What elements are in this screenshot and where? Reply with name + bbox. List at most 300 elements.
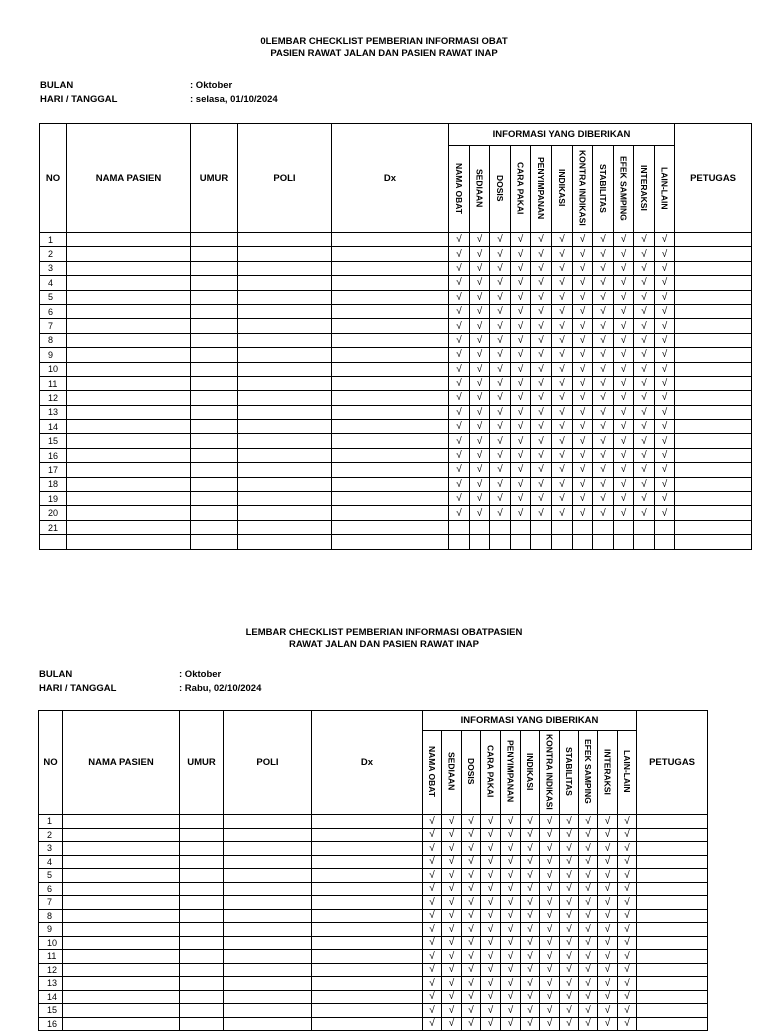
petugas-cell — [637, 869, 708, 883]
check-cell: √ — [423, 990, 442, 1004]
check-cell: √ — [598, 896, 618, 910]
check-cell: √ — [552, 477, 573, 491]
check-cell: √ — [655, 463, 675, 477]
row-number: 10 — [40, 362, 67, 376]
check-cell: √ — [634, 434, 655, 448]
table-row — [40, 520, 752, 534]
check-cell: √ — [501, 842, 521, 856]
check-cell: √ — [655, 247, 675, 261]
info-column-label: DOSIS — [495, 174, 505, 202]
check-cell: √ — [614, 319, 634, 333]
check-cell: √ — [540, 815, 560, 829]
poli-cell — [224, 815, 312, 829]
dx-cell — [332, 233, 449, 247]
check-cell: √ — [470, 420, 490, 434]
petugas-cell — [675, 276, 752, 290]
check-cell: √ — [511, 276, 531, 290]
check-cell: √ — [531, 290, 552, 304]
check-cell: √ — [540, 923, 560, 937]
nama-cell — [63, 950, 180, 964]
petugas-cell — [675, 535, 752, 549]
check-cell: √ — [511, 463, 531, 477]
dx-cell — [332, 376, 449, 390]
header-dx: Dx — [312, 711, 423, 815]
check-cell — [634, 520, 655, 534]
check-cell: √ — [593, 304, 614, 318]
table-row — [39, 936, 708, 950]
dx-cell — [332, 535, 449, 549]
check-cell: √ — [462, 896, 481, 910]
check-cell: √ — [501, 923, 521, 937]
check-cell: √ — [521, 936, 540, 950]
check-cell: √ — [481, 828, 501, 842]
petugas-cell — [675, 506, 752, 520]
check-cell: √ — [423, 815, 442, 829]
row-number: 5 — [40, 290, 67, 304]
row-number: 15 — [39, 1004, 63, 1018]
check-cell: √ — [593, 261, 614, 275]
petugas-cell — [675, 261, 752, 275]
info-column-label: SEDIAAN — [474, 168, 485, 208]
check-cell: √ — [655, 233, 675, 247]
check-cell: √ — [481, 1004, 501, 1018]
poli-cell — [238, 420, 332, 434]
check-cell — [593, 520, 614, 534]
row-number: 18 — [40, 477, 67, 491]
dx-cell — [312, 923, 423, 937]
check-cell: √ — [540, 963, 560, 977]
check-cell: √ — [511, 405, 531, 419]
check-cell: √ — [531, 362, 552, 376]
check-cell: √ — [511, 376, 531, 390]
check-cell: √ — [462, 828, 481, 842]
check-cell: √ — [573, 391, 593, 405]
row-number: 5 — [39, 869, 63, 883]
petugas-cell — [637, 936, 708, 950]
check-cell: √ — [573, 492, 593, 506]
check-cell: √ — [490, 492, 511, 506]
nama-cell — [67, 520, 191, 534]
check-cell: √ — [442, 923, 462, 937]
check-cell: √ — [531, 261, 552, 275]
check-cell: √ — [462, 963, 481, 977]
check-cell: √ — [531, 333, 552, 347]
header-petugas: PETUGAS — [637, 711, 708, 815]
check-cell: √ — [511, 506, 531, 520]
check-cell: √ — [531, 376, 552, 390]
check-cell: √ — [449, 477, 470, 491]
umur-cell — [180, 842, 224, 856]
check-cell: √ — [618, 1017, 637, 1031]
header-info-column — [490, 146, 511, 233]
check-cell: √ — [501, 855, 521, 869]
check-cell: √ — [442, 990, 462, 1004]
petugas-cell — [675, 477, 752, 491]
check-cell: √ — [598, 842, 618, 856]
row-number: 7 — [39, 896, 63, 910]
check-cell: √ — [531, 405, 552, 419]
umur-cell — [180, 896, 224, 910]
check-cell: √ — [470, 405, 490, 419]
meta-block — [39, 668, 439, 698]
petugas-cell — [637, 963, 708, 977]
check-cell: √ — [573, 333, 593, 347]
petugas-cell — [637, 950, 708, 964]
dx-cell — [312, 842, 423, 856]
check-cell: √ — [501, 963, 521, 977]
check-cell: √ — [593, 463, 614, 477]
dx-cell — [332, 405, 449, 419]
check-cell: √ — [614, 405, 634, 419]
check-cell: √ — [579, 882, 598, 896]
row-number: 21 — [40, 520, 67, 534]
info-column-label: DOSIS — [466, 758, 476, 785]
petugas-cell — [675, 448, 752, 462]
nama-cell — [67, 376, 191, 390]
check-cell: √ — [614, 348, 634, 362]
check-cell: √ — [593, 290, 614, 304]
header-petugas: PETUGAS — [675, 124, 752, 233]
check-cell: √ — [442, 963, 462, 977]
header-info-column — [560, 731, 579, 815]
check-cell: √ — [521, 923, 540, 937]
check-cell: √ — [501, 896, 521, 910]
header-info-column — [470, 146, 490, 233]
petugas-cell — [637, 909, 708, 923]
poli-cell — [224, 842, 312, 856]
check-cell: √ — [655, 290, 675, 304]
header-info-column — [511, 146, 531, 233]
check-cell: √ — [634, 333, 655, 347]
check-cell: √ — [598, 1017, 618, 1031]
check-cell: √ — [449, 376, 470, 390]
check-cell: √ — [618, 815, 637, 829]
check-cell — [655, 535, 675, 549]
check-cell: √ — [560, 923, 579, 937]
check-cell: √ — [552, 405, 573, 419]
petugas-cell — [675, 304, 752, 318]
check-cell: √ — [490, 463, 511, 477]
check-cell: √ — [423, 909, 442, 923]
umur-cell — [180, 815, 224, 829]
nama-cell — [67, 448, 191, 462]
row-number: 12 — [40, 391, 67, 405]
check-cell: √ — [560, 963, 579, 977]
check-cell: √ — [470, 276, 490, 290]
petugas-cell — [675, 362, 752, 376]
header-poli: POLI — [224, 711, 312, 815]
check-cell: √ — [470, 506, 490, 520]
table-row — [40, 448, 752, 462]
check-cell: √ — [521, 869, 540, 883]
check-cell: √ — [579, 896, 598, 910]
check-cell: √ — [462, 909, 481, 923]
row-number: 12 — [39, 963, 63, 977]
check-cell: √ — [614, 362, 634, 376]
check-cell: √ — [449, 261, 470, 275]
check-cell: √ — [593, 333, 614, 347]
check-cell: √ — [521, 896, 540, 910]
check-cell: √ — [573, 405, 593, 419]
nama-cell — [63, 990, 180, 1004]
check-cell: √ — [552, 506, 573, 520]
table-row — [40, 434, 752, 448]
poli-cell — [238, 477, 332, 491]
title-line-2: PASIEN RAWAT JALAN DAN PASIEN RAWAT INAP — [270, 48, 498, 59]
check-cell: √ — [618, 950, 637, 964]
check-cell: √ — [490, 420, 511, 434]
check-cell: √ — [490, 290, 511, 304]
check-cell: √ — [634, 376, 655, 390]
check-cell: √ — [490, 434, 511, 448]
check-cell: √ — [511, 448, 531, 462]
row-number: 9 — [39, 923, 63, 937]
check-cell: √ — [521, 990, 540, 1004]
umur-cell — [180, 936, 224, 950]
check-cell: √ — [490, 348, 511, 362]
umur-cell — [180, 869, 224, 883]
check-cell: √ — [634, 276, 655, 290]
row-number: 8 — [39, 909, 63, 923]
umur-cell — [191, 233, 238, 247]
nama-cell — [67, 348, 191, 362]
check-cell: √ — [573, 348, 593, 362]
check-cell: √ — [449, 247, 470, 261]
check-cell — [490, 520, 511, 534]
petugas-cell — [675, 420, 752, 434]
check-cell: √ — [449, 506, 470, 520]
row-number: 17 — [40, 463, 67, 477]
check-cell: √ — [442, 842, 462, 856]
table-row — [40, 290, 752, 304]
check-cell: √ — [442, 909, 462, 923]
dx-cell — [312, 815, 423, 829]
row-number: 3 — [39, 842, 63, 856]
dx-cell — [332, 290, 449, 304]
check-cell: √ — [531, 434, 552, 448]
row-number: 15 — [40, 434, 67, 448]
dx-cell — [332, 319, 449, 333]
table-row — [40, 276, 752, 290]
check-cell: √ — [593, 247, 614, 261]
check-cell: √ — [579, 963, 598, 977]
check-cell: √ — [593, 376, 614, 390]
nama-cell — [67, 319, 191, 333]
check-cell: √ — [501, 828, 521, 842]
info-column-label: INTERAKSI — [602, 748, 613, 795]
check-cell: √ — [593, 477, 614, 491]
check-cell: √ — [490, 405, 511, 419]
check-cell: √ — [655, 333, 675, 347]
check-cell: √ — [442, 828, 462, 842]
poli-cell — [238, 233, 332, 247]
umur-cell — [180, 963, 224, 977]
umur-cell — [191, 520, 238, 534]
poli-cell — [238, 362, 332, 376]
poli-cell — [238, 405, 332, 419]
table-row — [40, 477, 752, 491]
check-cell: √ — [423, 855, 442, 869]
check-cell: √ — [573, 376, 593, 390]
petugas-cell — [675, 492, 752, 506]
check-cell: √ — [490, 333, 511, 347]
poli-cell — [238, 319, 332, 333]
check-cell: √ — [481, 923, 501, 937]
petugas-cell — [637, 842, 708, 856]
check-cell: √ — [634, 247, 655, 261]
check-cell: √ — [573, 463, 593, 477]
dx-cell — [312, 909, 423, 923]
check-cell: √ — [490, 233, 511, 247]
check-cell: √ — [598, 923, 618, 937]
poli-cell — [224, 869, 312, 883]
check-cell: √ — [423, 950, 442, 964]
umur-cell — [180, 950, 224, 964]
check-cell: √ — [511, 477, 531, 491]
poli-cell — [224, 950, 312, 964]
row-number: 7 — [40, 319, 67, 333]
check-cell: √ — [634, 477, 655, 491]
table-row — [40, 492, 752, 506]
header-umur: UMUR — [191, 124, 238, 233]
check-cell: √ — [470, 477, 490, 491]
check-cell: √ — [481, 855, 501, 869]
check-cell: √ — [521, 855, 540, 869]
row-number — [40, 535, 67, 549]
umur-cell — [180, 909, 224, 923]
check-cell: √ — [552, 391, 573, 405]
check-cell: √ — [560, 896, 579, 910]
check-cell: √ — [634, 463, 655, 477]
check-cell: √ — [481, 882, 501, 896]
check-cell: √ — [552, 492, 573, 506]
umur-cell — [191, 247, 238, 261]
check-cell: √ — [573, 304, 593, 318]
check-cell: √ — [540, 1017, 560, 1031]
table-row — [39, 1004, 708, 1018]
nama-cell — [67, 492, 191, 506]
check-cell: √ — [470, 233, 490, 247]
check-cell: √ — [470, 304, 490, 318]
dx-cell — [332, 506, 449, 520]
dx-cell — [332, 362, 449, 376]
info-column-label: CARA PAKAI — [515, 161, 526, 215]
check-cell: √ — [501, 977, 521, 991]
check-cell: √ — [540, 936, 560, 950]
petugas-cell — [675, 391, 752, 405]
nama-cell — [67, 247, 191, 261]
check-cell: √ — [442, 1004, 462, 1018]
header-nama-pasien: NAMA PASIEN — [67, 124, 191, 233]
poli-cell — [238, 535, 332, 549]
dx-cell — [312, 869, 423, 883]
header-info-column — [521, 731, 540, 815]
poli-cell — [238, 247, 332, 261]
check-cell: √ — [598, 990, 618, 1004]
dx-cell — [312, 855, 423, 869]
check-cell: √ — [511, 290, 531, 304]
check-cell — [511, 535, 531, 549]
poli-cell — [238, 391, 332, 405]
check-cell: √ — [470, 348, 490, 362]
check-cell: √ — [579, 990, 598, 1004]
check-cell: √ — [579, 828, 598, 842]
header-info-column — [614, 146, 634, 233]
petugas-cell — [637, 815, 708, 829]
check-cell: √ — [655, 304, 675, 318]
umur-cell — [191, 463, 238, 477]
check-cell: √ — [552, 261, 573, 275]
check-cell: √ — [423, 842, 442, 856]
check-cell: √ — [614, 304, 634, 318]
check-cell: √ — [573, 319, 593, 333]
check-cell: √ — [573, 420, 593, 434]
check-cell: √ — [593, 348, 614, 362]
header-info-column — [598, 731, 618, 815]
check-cell: √ — [560, 936, 579, 950]
umur-cell — [191, 420, 238, 434]
umur-cell — [191, 434, 238, 448]
header-umur: UMUR — [180, 711, 224, 815]
check-cell: √ — [634, 233, 655, 247]
table-row — [40, 506, 752, 520]
check-cell: √ — [655, 391, 675, 405]
info-column-label: SEDIAAN — [446, 752, 457, 791]
check-cell: √ — [560, 882, 579, 896]
table-row — [40, 233, 752, 247]
check-cell: √ — [573, 276, 593, 290]
check-cell: √ — [423, 977, 442, 991]
header-nama-pasien: NAMA PASIEN — [63, 711, 180, 815]
check-cell: √ — [618, 842, 637, 856]
check-cell: √ — [490, 362, 511, 376]
header-info-column — [618, 731, 637, 815]
check-cell: √ — [449, 319, 470, 333]
check-cell — [593, 535, 614, 549]
check-cell: √ — [552, 420, 573, 434]
poli-cell — [238, 492, 332, 506]
check-cell: √ — [470, 376, 490, 390]
check-cell: √ — [560, 828, 579, 842]
nama-cell — [63, 963, 180, 977]
check-cell: √ — [511, 420, 531, 434]
check-cell: √ — [442, 882, 462, 896]
check-cell: √ — [490, 391, 511, 405]
umur-cell — [180, 977, 224, 991]
check-cell: √ — [531, 420, 552, 434]
table-row — [39, 855, 708, 869]
check-cell: √ — [614, 290, 634, 304]
check-cell: √ — [511, 304, 531, 318]
row-number: 13 — [40, 405, 67, 419]
checklist-table — [38, 710, 708, 1031]
dx-cell — [312, 963, 423, 977]
check-cell: √ — [598, 909, 618, 923]
check-cell: √ — [598, 936, 618, 950]
umur-cell — [180, 990, 224, 1004]
check-cell: √ — [501, 936, 521, 950]
check-cell: √ — [449, 492, 470, 506]
poli-cell — [238, 304, 332, 318]
check-cell: √ — [573, 434, 593, 448]
check-cell: √ — [481, 896, 501, 910]
check-cell: √ — [540, 869, 560, 883]
poli-cell — [238, 463, 332, 477]
check-cell: √ — [481, 936, 501, 950]
check-cell: √ — [531, 391, 552, 405]
petugas-cell — [637, 828, 708, 842]
check-cell: √ — [618, 990, 637, 1004]
